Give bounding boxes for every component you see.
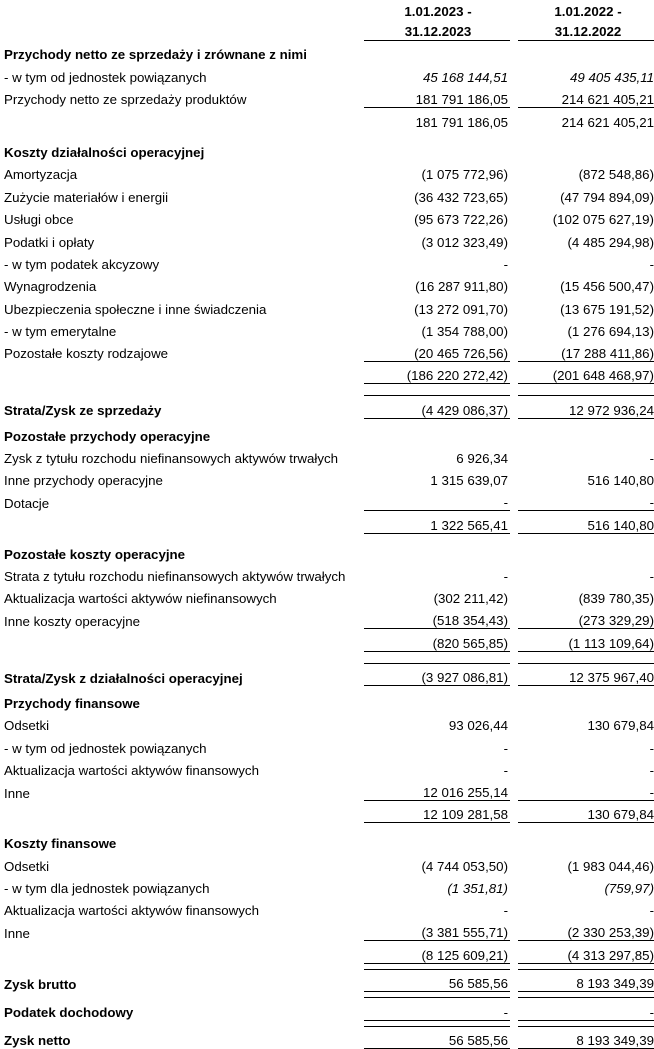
column-gap [510,829,518,851]
row-value-col2 [518,40,654,62]
row-value-col1: 93 026,44 [448,718,508,734]
column-1-period-line1: 1.01.2023 - [404,4,472,19]
row-value-col1: (186 220 272,42) [364,361,510,383]
row-value-col2: 12 972 936,24 [518,396,654,418]
table-row [0,851,654,873]
table-row [0,606,654,628]
row-value-col2 [518,689,654,711]
table-row [0,138,654,160]
column-gap [510,941,518,963]
column-gap [510,896,518,918]
row-value-col2: 49 405 435,11 [569,69,654,85]
table-row [0,711,654,733]
row-value-col2: - [518,998,654,1020]
row-value-col1: 181 791 186,05 [415,114,508,130]
table-row-total [0,663,654,685]
column-gap [510,272,518,294]
table-row [0,689,654,711]
row-value-col1: - [503,568,508,584]
row-label: Zysk netto [4,1033,71,1049]
spacer [0,384,654,396]
row-value-col2: - [518,488,654,510]
row-value-col1: (1 354 788,00) [421,324,508,340]
table-header-row-1 [0,0,654,20]
column-gap [510,488,518,510]
table-row [0,62,654,84]
row-label: Koszty finansowe [4,836,117,852]
row-value-col2: - [649,568,654,584]
row-value-col2: 214 621 405,21 [561,114,654,130]
row-label: Pozostałe przychody operacyjne [4,428,211,444]
row-value-col2: (15 456 500,47) [560,279,654,295]
row-value-col1: (36 432 723,65) [414,189,508,205]
table-row-subtotal [0,629,654,651]
row-value-col1: (518 354,43) [364,606,510,628]
row-value-col1: (13 272 091,70) [414,301,508,317]
row-value-col1: (1 075 772,96) [421,167,508,183]
row-label: Inne [4,785,30,801]
column-gap [510,629,518,651]
row-value-col1: (3 381 555,71) [364,918,510,940]
column-gap [510,182,518,204]
table-row-total [0,969,654,991]
column-gap [510,62,518,84]
column-gap [510,778,518,800]
row-value-col1: (8 125 609,21) [364,941,510,963]
row-value-col1: 1 322 565,41 [364,511,510,533]
row-label: Przychody finansowe [4,695,140,711]
row-value-col1: - [364,488,510,510]
column-2-period-line2: 31.12.2022 [518,20,654,40]
table-row [0,444,654,466]
row-value-col1 [364,689,510,711]
row-value-col1: - [503,256,508,272]
row-value-col2: - [649,903,654,919]
row-value-col2: - [649,740,654,756]
column-gap [510,1026,518,1048]
row-label: Pozostałe koszty rodzajowe [4,346,169,362]
column-gap [510,711,518,733]
row-value-col2 [518,829,654,851]
table-row [0,896,654,918]
row-label: Ubezpieczenia społeczne i inne świadczenia [4,301,267,317]
row-value-col1: (4 744 053,50) [421,858,508,874]
row-value-col1: (3 012 323,49) [421,234,508,250]
row-label: - w tym podatek akcyzowy [4,256,160,272]
column-gap [510,606,518,628]
row-value-col1 [364,40,510,62]
table-row-subtotal [0,801,654,823]
row-value-col1: 56 585,56 [364,1026,510,1048]
row-value-col2: 130 679,84 [587,718,654,734]
column-gap [510,998,518,1020]
row-value-col1: (95 673 722,26) [414,212,508,228]
table-row [0,272,654,294]
row-value-col2: 8 193 349,39 [518,1026,654,1048]
row-value-col1: - [503,903,508,919]
row-label: Odsetki [4,858,50,874]
column-gap [510,0,518,20]
table-header-row-2 [0,20,654,40]
row-value-col2: 214 621 405,21 [518,85,654,107]
column-gap [510,511,518,533]
row-value-col2 [518,539,654,561]
column-gap [510,918,518,940]
column-2-period-line1: 1.01.2022 - [554,4,622,19]
column-gap [510,361,518,383]
row-value-col1 [364,138,510,160]
row-value-col1: - [503,763,508,779]
row-value-col1: (16 287 911,80) [415,279,508,295]
table-row [0,874,654,896]
row-value-col2: (1 113 109,64) [518,629,654,651]
table-row [0,488,654,510]
table-row [0,339,654,361]
row-label: Strata z tytułu rozchodu niefinansowych aktywów trwałych [4,568,346,584]
row-value-col2 [518,138,654,160]
row-value-col1: 12 109 281,58 [364,801,510,823]
row-value-col2: (273 329,29) [518,606,654,628]
table-row [0,40,654,62]
table-row [0,584,654,606]
table-row [0,85,654,107]
column-gap [510,466,518,488]
row-label: - w tym dla jednostek powiązanych [4,881,210,897]
row-label: Inne koszty operacyjne [4,613,141,629]
table-row [0,778,654,800]
row-label: Inne przychody operacyjne [4,473,163,489]
row-label: Strata/Zysk ze sprzedaży [4,403,162,419]
row-value-col2: - [649,763,654,779]
column-gap [510,339,518,361]
row-value-col2: (839 780,35) [578,591,654,607]
column-gap [510,160,518,182]
column-gap [510,205,518,227]
table-row [0,421,654,443]
table-row-subtotal [0,941,654,963]
column-gap [510,85,518,107]
table-row [0,756,654,778]
table-row [0,539,654,561]
column-gap [510,294,518,316]
row-value-col1: (4 429 086,37) [364,396,510,418]
column-gap [510,396,518,418]
header-label-spacer-2 [0,20,364,40]
table-row [0,466,654,488]
row-label: Dotacje [4,495,50,511]
row-label: Przychody netto ze sprzedaży i zrównane z nimi [4,47,307,63]
row-value-col2: (1 276 694,13) [567,324,654,340]
row-label: Aktualizacja wartości aktywów niefinansowych [4,591,277,607]
row-value-col2: (759,97) [604,881,654,897]
row-value-col1: (3 927 086,81) [364,663,510,685]
column-gap [510,733,518,755]
table-row [0,829,654,851]
row-label: Inne [4,925,30,941]
column-gap [510,969,518,991]
table-row [0,733,654,755]
row-label: Strata/Zysk z działalności operacyjnej [4,670,243,686]
row-value-col2: (17 288 411,86) [518,339,654,361]
table-row [0,317,654,339]
table-row-subtotal [0,107,654,129]
row-value-col2: (2 330 253,39) [518,918,654,940]
row-value-col1: - [364,998,510,1020]
column-gap [510,874,518,896]
row-label: Aktualizacja wartości aktywów finansowych [4,903,259,919]
row-label: Podatki i opłaty [4,234,95,250]
row-value-col1 [364,829,510,851]
table-row [0,918,654,940]
column-gap [510,421,518,443]
row-label: Amortyzacja [4,167,78,183]
row-value-col2: (201 648 468,97) [518,361,654,383]
row-value-col2: - [518,778,654,800]
column-1-period-line2: 31.12.2023 [364,20,510,40]
row-label: Zużycie materiałów i energii [4,189,169,205]
row-label [0,361,364,383]
column-gap [510,539,518,561]
spacer-row [0,384,654,396]
row-label: Zysk z tytułu rozchodu niefinansowych aktywów trwałych [4,451,339,467]
column-gap [510,40,518,62]
row-value-col1: (1 351,81) [447,881,508,897]
row-value-col1: (820 565,85) [364,629,510,651]
row-label: Podatek dochodowy [4,1005,134,1021]
row-value-col2: - [649,451,654,467]
table-row [0,182,654,204]
row-value-col2: - [649,256,654,272]
row-value-col1: 6 926,34 [456,451,508,467]
column-gap [510,584,518,606]
row-value-col2: 8 193 349,39 [518,969,654,991]
row-value-col2 [518,421,654,443]
table-row [0,205,654,227]
row-label: Przychody netto ze sprzedaży produktów [4,92,247,108]
row-value-col2: (102 075 627,19) [552,212,654,228]
row-value-col2: 130 679,84 [518,801,654,823]
column-gap [510,689,518,711]
header-label-spacer [0,0,364,20]
spacer-row [0,130,654,138]
table-row-subtotal [0,361,654,383]
row-value-col2: (4 485 294,98) [567,234,654,250]
row-label: - w tym od jednostek powiązanych [4,740,207,756]
row-value-col1: (302 211,42) [433,591,508,607]
row-label: - w tym od jednostek powiązanych [4,69,207,85]
table-row-subtotal [0,511,654,533]
row-value-col1 [364,539,510,561]
row-value-col2: (1 983 044,46) [567,858,654,874]
row-label: Pozostałe koszty operacyjne [4,546,186,562]
table-row [0,250,654,272]
row-value-col2: (4 313 297,85) [518,941,654,963]
row-label: Zysk brutto [4,976,77,992]
row-value-col1: 12 016 255,14 [364,778,510,800]
table-row-total [0,396,654,418]
row-value-col2: (47 794 894,09) [560,189,654,205]
spacer [0,130,654,138]
column-gap [510,107,518,129]
row-label: Wynagrodzenia [4,279,97,295]
table-row-total [0,998,654,1020]
column-gap [510,444,518,466]
row-value-col1: 1 315 639,07 [430,473,508,489]
row-label: Koszty działalności operacyjnej [4,144,205,160]
row-value-col2: 516 140,80 [518,511,654,533]
table-row-total [0,1026,654,1048]
row-value-col1: (20 465 726,56) [364,339,510,361]
column-gap [510,851,518,873]
column-gap [510,317,518,339]
column-gap [510,138,518,160]
table-row [0,160,654,182]
row-label: Odsetki [4,718,50,734]
row-label [0,801,364,823]
column-gap [510,250,518,272]
row-label [0,511,364,533]
row-label: - w tym emerytalne [4,324,117,340]
row-label [0,941,364,963]
row-label: Usługi obce [4,212,74,228]
row-label [0,629,364,651]
column-gap [510,562,518,584]
column-gap [510,756,518,778]
spacer [0,651,654,663]
row-value-col2: 12 375 967,40 [518,663,654,685]
row-value-col1: - [503,740,508,756]
row-value-col2: 516 140,80 [587,473,654,489]
table-row [0,294,654,316]
column-gap [510,20,518,40]
row-value-col1: 45 168 144,51 [422,69,508,85]
table-row [0,227,654,249]
row-value-col2: (872 548,86) [578,167,654,183]
column-gap [510,663,518,685]
row-label [0,107,364,129]
row-value-col1: 56 585,56 [364,969,510,991]
row-value-col1 [364,421,510,443]
table-row [0,562,654,584]
column-gap [510,227,518,249]
column-gap [510,801,518,823]
row-value-col2: (13 675 191,52) [560,301,654,317]
spacer-row [0,651,654,663]
row-label: Aktualizacja wartości aktywów finansowych [4,763,259,779]
row-value-col1: 181 791 186,05 [364,85,510,107]
